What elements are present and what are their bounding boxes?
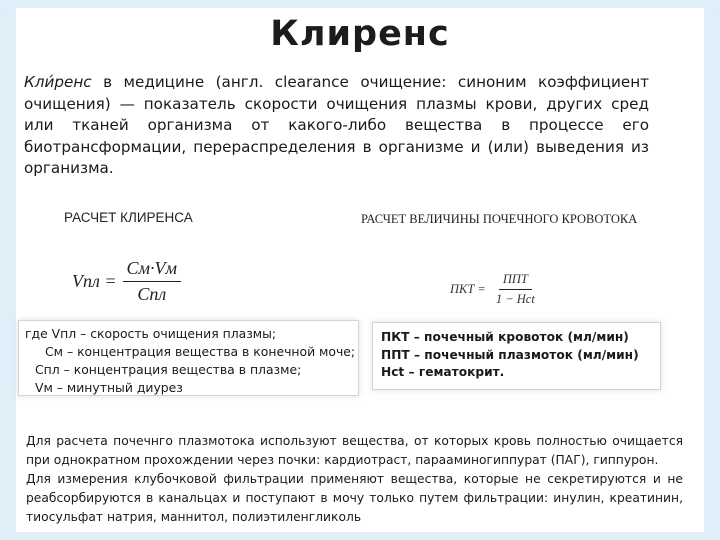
intro-paragraph [24,72,649,180]
intro-term: Кли́ренс [24,73,92,91]
renal-flow-formula-numerator: ППТ [499,272,532,290]
renal-blood-flow-label: РАСЧЕТ ВЕЛИЧИНЫ ПОЧЕЧНОГО КРОВОТОКА [361,212,638,226]
clearance-legend-line: Vм – минутный диурез [35,380,183,395]
clearance-calc-label: РАСЧЕТ КЛИРЕНСА [64,210,193,225]
clearance-formula [72,258,181,305]
renal-flow-formula [450,272,539,307]
plasma-flow-paragraph: Для расчета почечнго плазмотока используют вещества, от которых кровь полностью очищается при однократном прохождении через почки: кардиотраст, парааминогиппурат (ПАГ), гиппурон. [26,434,683,467]
clearance-legend-line: Спл – концентрация вещества в плазме; [35,362,302,377]
renal-flow-formula-fraction [492,272,539,307]
renal-flow-formula-denominator: 1 − Нct [495,292,535,306]
renal-flow-legend-line: Hct – гематокрит. [381,365,505,379]
bottom-text [26,432,683,527]
renal-flow-legend-line: ППТ – почечный плазмоток (мл/мин) [381,347,639,362]
clearance-formula-numerator: См·Vм [123,258,181,282]
slide-title: Клиренс [270,14,450,54]
clearance-legend-line: См – концентрация вещества в конечной моче; [45,344,356,359]
filtration-paragraph: Для измерения клубочковой фильтрации применяют вещества, которые не секретируются и не реабсорбируются в канальцах и поступают в мочу только путем фильтрации: инулин, креатинин, тиосульфат натрия, маннитол, полиэтиленгликоль [26,472,683,524]
clearance-legend-box [18,320,359,396]
clearance-formula-lhs: Vпл = [72,271,117,291]
renal-flow-formula-lhs: ПКТ = [450,282,486,296]
renal-flow-legend-line: ПКТ – почечный кровоток (мл/мин) [381,330,629,344]
intro-text: в медицине (англ. clearance очищение: синоним коэффициент очищения) — показатель скорости очищения плазмы крови, других сред или тканей организма от какого-либо вещества в процессе его биотрансформации, перераспределения в организме и (или) выведения из организма. [24,73,649,177]
clearance-formula-denominator: Спл [137,284,167,304]
clearance-formula-fraction [123,258,181,305]
clearance-legend-line: где Vпл – скорость очищения плазмы; [25,326,277,341]
renal-flow-legend-box [372,322,661,390]
